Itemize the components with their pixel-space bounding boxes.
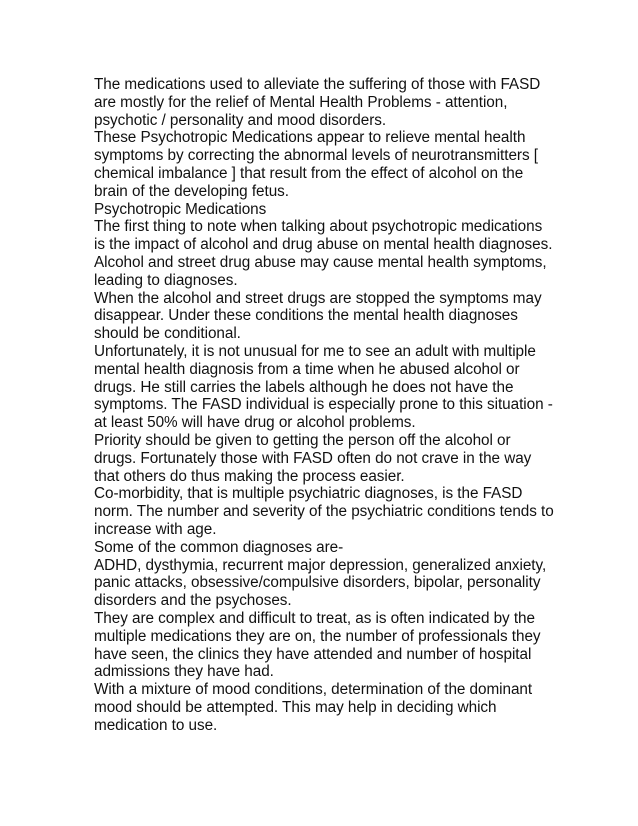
- paragraph-multiple-diagnosis: Unfortunately, it is not unusual for me to see an adult with multiple mental health diagnosis from a time when he abused alcohol or drugs. He still carries the labels although he does not have the symptoms. The FASD individual is especially prone to this situation - at least 50% will have drug or alcohol problems.: [94, 342, 553, 432]
- paragraph-symptoms-disappear: When the alcohol and street drugs are stopped the symptoms may disappear. Under these conditions the mental health diagnoses should be conditional.: [94, 289, 542, 343]
- paragraph-alcohol-impact: The first thing to note when talking about psychotropic medications is the impact of alcohol and drug abuse on mental health diagnoses. Alcohol and street drug abuse may cause mental health symptoms, leading to diagnoses.: [94, 218, 553, 289]
- paragraph-co-morbidity: Co-morbidity, that is multiple psychiatric diagnoses, is the FASD norm. The number and severity of the psychiatric conditions tends to increase with age.: [94, 485, 554, 538]
- paragraph-priority: Priority should be given to getting the person off the alcohol or drugs. Fortunately those with FASD often do not crave in the way that others do thus making the process easier.: [94, 431, 532, 485]
- paragraph-intro: The medications used to alleviate the suffering of those with FASD are mostly for the relief of Mental Health Problems - attention, psychotic / personality and mood disorders.: [94, 76, 541, 129]
- paragraph-complexity: They are complex and difficult to treat, as is often indicated by the multiple medications they are on, the number of professionals they have seen, the clinics they have attended and number of hospital admissions they have had.: [94, 609, 541, 681]
- paragraph-diagnoses-list: ADHD, dysthymia, recurrent major depression, generalized anxiety, panic attacks, obsessive/compulsive disorders, bipolar, personality disorders and the psychoses.: [94, 556, 547, 610]
- paragraph-common-diagnoses: Some of the common diagnoses are-: [94, 538, 344, 556]
- paragraph-neurotransmitters: These Psychotropic Medications appear to relieve mental health symptoms by correcting the abnormal levels of neurotransmitters [ chemical imbalance ] that result from the effect of alcohol on the brain of the developing fetus.: [94, 129, 538, 200]
- section-heading: Psychotropic Medications: [94, 200, 267, 218]
- paragraph-mood-conditions: With a mixture of mood conditions, determination of the dominant mood should be attempted. This may help in deciding which medication to use.: [94, 681, 533, 734]
- body-text: [94, 76, 554, 734]
